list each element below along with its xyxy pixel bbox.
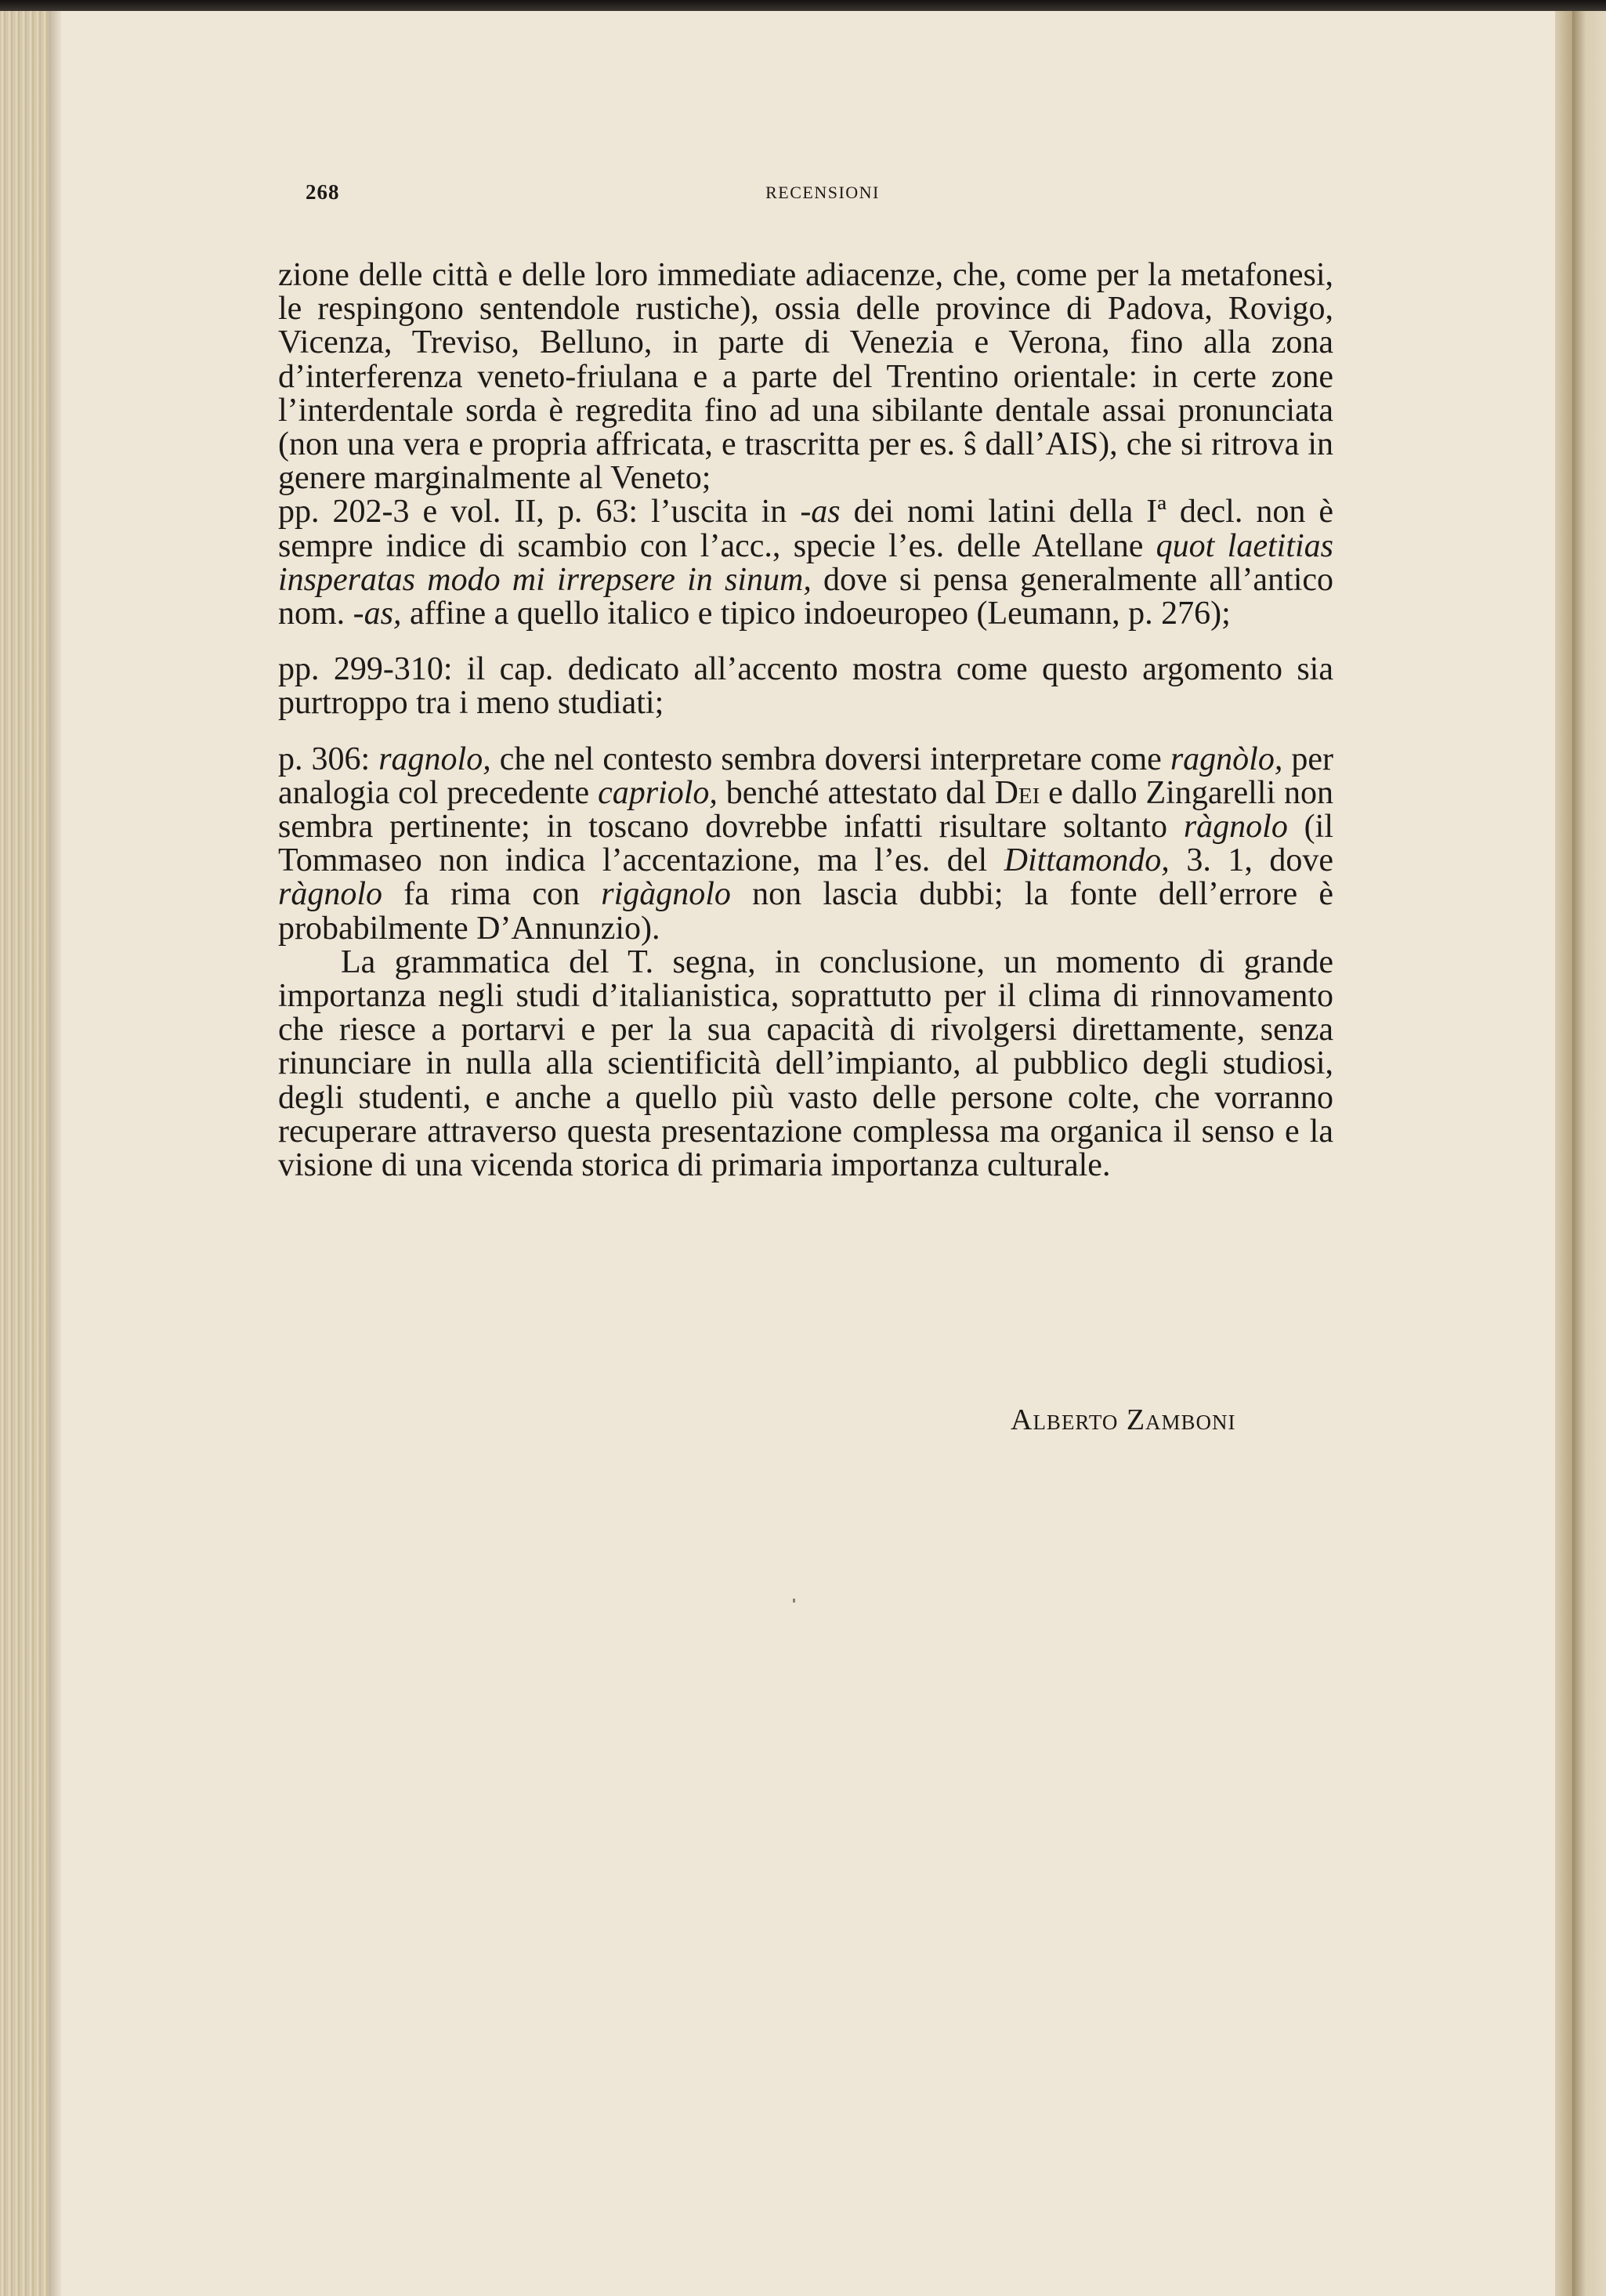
page-header [306, 180, 1340, 212]
paper-speck [793, 1599, 795, 1602]
text-run: benché attestato dal [717, 774, 995, 811]
italic-run: -as [800, 494, 841, 531]
text-run: fa rima con [382, 876, 602, 913]
italic-run: -as, [353, 596, 402, 632]
text-run: che nel contesto sembra doversi interpretare come [490, 741, 1170, 777]
italic-run: ràgnolo [1183, 809, 1288, 846]
italic-run: capriolo, [598, 774, 718, 811]
right-gutter [1555, 11, 1572, 2296]
italic-run: Dittamondo, [1004, 842, 1170, 879]
paragraph-1: zione delle città e delle loro immediate adiacenze, che, come per la metafonesi, le respingono sentendole rustiche), ossia delle province di Padova, Rovigo, Vicenza, Treviso, Belluno, in parte di Venezia e Verona, fino alla zona d’interferenza veneto-friulana e a parte del Trentino orientale: in certe zone l’interdentale sorda è regredita fino ad una sibilante dentale assai pronunciata (non una vera e propria affricata, e trascritta per es. ŝ dall’AIS), che si ritrova in genere marginalmente al Veneto; [278, 257, 1333, 497]
paragraph-2 [278, 495, 1333, 631]
small-caps-run: Dei [994, 774, 1040, 811]
author-signature: Alberto Zamboni [1011, 1403, 1236, 1436]
italic-run: ragnòlo, [1170, 741, 1283, 777]
text-run: non lascia dubbi; la fonte dell’errore è probabilmente D’Annunzio). [278, 876, 1333, 947]
running-head: RECENSIONI [765, 183, 880, 202]
italic-run: ragnolo, [378, 741, 491, 777]
paragraph-4 [278, 743, 1333, 946]
text-run: (il Tommaseo non indica l’accentazione, ma l’es. del [278, 809, 1334, 879]
text-run: dei nomi latini della Iª decl. non è sempre indice di scambio con l’acc., specie l’es. delle Atellane [278, 494, 1333, 564]
body-text [278, 259, 1333, 1182]
page-number: 268 [306, 180, 340, 204]
text-run: e dallo Zingarelli non sembra pertinente; in toscano dovrebbe infatti risultare soltanto [278, 774, 1333, 846]
text-run: 3. 1, dove [1169, 842, 1333, 879]
scan-top-edge [0, 0, 1606, 11]
italic-quote: quot laetitias insperatas modo mi irrepsere in sinum, [278, 527, 1333, 598]
paragraph-5: La grammatica del T. segna, in conclusione, un momento di grande importanza negli studi d’italianistica, soprattutto per il clima di rinnovamento che riesce a portarvi e per la sua capacità di rivolgersi direttamente, senza rinunciare in nulla alla scientificità dell’impianto, al pubblico degli studiosi, degli studenti, e anche a quello più vasto delle persone colte, che vorranno recuperare attraverso questa presentazione complessa ma organica il senso e la visione di una vicenda storica di primaria importanza culturale. [278, 943, 1333, 1184]
paragraph-3: pp. 299-310: il cap. dedicato all’accento mostra come questo argomento sia purtroppo tra i meno studiati; [278, 651, 1333, 722]
text-run: dove si pensa generalmente all’antico nom. [278, 561, 1334, 632]
text-run: pp. 202-3 e vol. II, p. 63: l’uscita in [278, 494, 801, 531]
italic-run: ràgnolo [278, 876, 383, 913]
text-run: affine a quello italico e tipico indoeuropeo (Leumann, p. 276); [401, 596, 1231, 632]
page-stack-left-edge [0, 11, 49, 2296]
facing-page-edge [1572, 11, 1606, 2296]
italic-run: rigàgnolo [601, 876, 731, 913]
text-run: per analogia col precedente [278, 741, 1333, 811]
binding-shadow [49, 11, 61, 2296]
text-run: p. 306: [278, 741, 379, 777]
